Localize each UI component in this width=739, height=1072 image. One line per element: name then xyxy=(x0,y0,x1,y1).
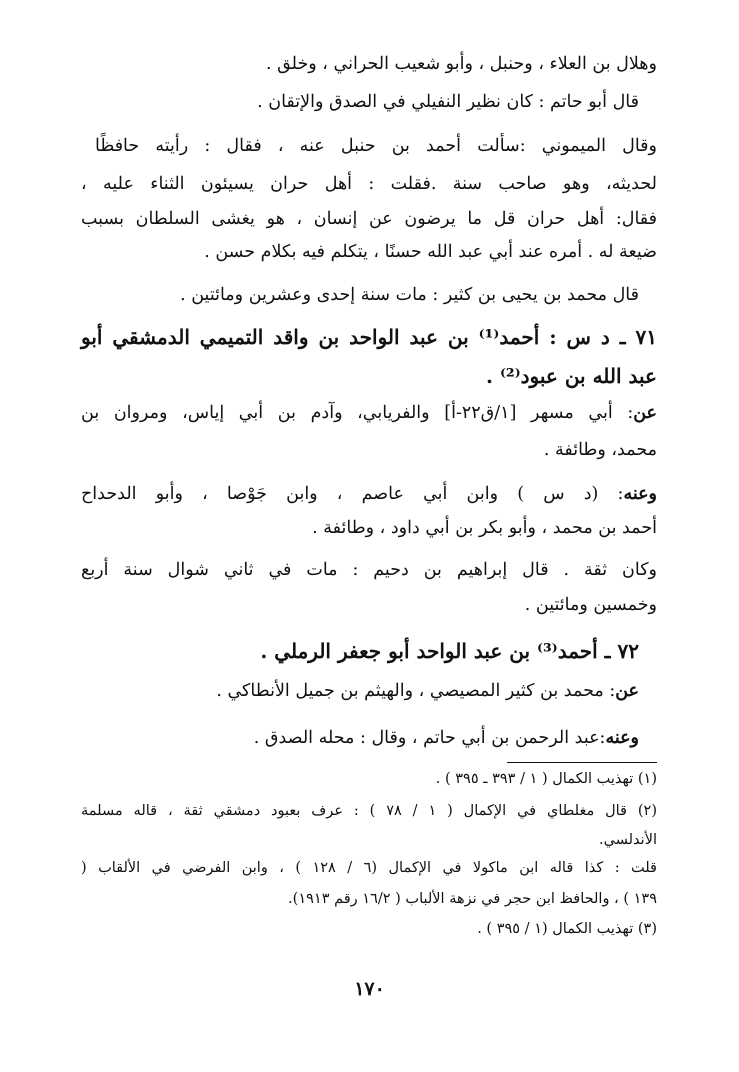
narrated-by-line xyxy=(81,730,639,748)
text-line: وهلال بن العلاء ، وحنبل ، وأبو شعيب الحراني ، وخلق . xyxy=(265,54,657,74)
an-text: : أبي مسهر [١/ق٢٢-أ] والفريابي، وآدم بن أبي إياس، ومروان بن xyxy=(81,403,634,423)
wanhu-text: :عبد الرحمن بن أبي حاتم ، وقال : محله الصدق . xyxy=(253,728,606,748)
entry-heading: عبد الله بن عبود⁽²⁾ . xyxy=(486,364,657,388)
an-text: : محمد بن كثير المصيصي ، والهيثم بن جميل الأنطاكي . xyxy=(216,681,616,701)
footnote-line: ١٣٩ ) ، والحافظ ابن حجر في نزهة الألباب ( ١٦/٢ رقم ١٩١٣). xyxy=(288,891,657,907)
text-line: قال محمد بن يحيى بن كثير : مات سنة إحدى وعشرين ومائتين . xyxy=(180,285,639,305)
entry-heading: ٧١ ـ د س : أحمد⁽¹⁾ بن عبد الواحد بن واقد التميمي الدمشقي أبو xyxy=(81,325,657,349)
narrated-from-line xyxy=(81,405,657,423)
narrated-by-line xyxy=(81,486,657,504)
text-line: وقال الميموني :سألت أحمد بن حنبل عنه ، فقال : رأيته حافظًا xyxy=(95,136,657,156)
footnote-line: (٢) قال مغلطاي في الإكمال ( ١ / ٧٨ ) : عرف بعبود دمشقي ثقة ، قاله مسلمة xyxy=(81,803,658,819)
text-line: لحديثه، وهو صاحب سنة .فقلت : أهل حران يسيئون الثناء عليه ، xyxy=(81,174,657,194)
text-line: قال أبو حاتم : كان نظير النفيلي في الصدق والإتقان . xyxy=(257,92,639,112)
entry-heading: ٧٢ ـ أحمد⁽³⁾ بن عبد الواحد أبو جعفر الرملي . xyxy=(260,639,639,663)
page-number: ١٧٠ xyxy=(354,978,385,1000)
text-line: وكان ثقة . قال إبراهيم بن دحيم : مات في ثاني شوال سنة أربع xyxy=(81,560,657,580)
an-label: عن xyxy=(615,681,639,701)
wanhu-label: وعنه xyxy=(623,484,657,504)
wanhu-text: : (د س ) وابن أبي عاصم ، وابن جَوْصا ، وأبو الدحداح xyxy=(81,484,624,504)
footnote-line: الأندلسي. xyxy=(599,832,657,848)
footnote-line: قلت : كذا قاله ابن ماكولا في الإكمال (٦ / ١٢٨ ) ، وابن الفرضي في الألقاب ( xyxy=(81,860,657,876)
text-line: محمد، وطائفة . xyxy=(543,440,657,460)
text-line: وخمسين ومائتين . xyxy=(524,595,657,615)
narrated-from-line xyxy=(81,683,639,701)
footnote-separator xyxy=(507,762,657,763)
footnote-line: (٣) تهذيب الكمال (١ / ٣٩٥ ) . xyxy=(477,921,657,937)
an-label: عن xyxy=(633,403,657,423)
footnote-line: (١) تهذيب الكمال ( ١ / ٣٩٣ ـ ٣٩٥ ) . xyxy=(435,771,657,787)
text-line: أحمد بن محمد ، وأبو بكر بن أبي داود ، وطائفة . xyxy=(312,518,657,538)
wanhu-label: وعنه xyxy=(605,728,639,748)
text-line: فقال: أهل حران قل ما يرضون عن إنسان ، هو يغشى السلطان بسبب xyxy=(81,209,657,229)
text-line: ضيعة له . أمره عند أبي عبد الله حسنًا ، يتكلم فيه بكلام حسن . xyxy=(204,242,657,262)
